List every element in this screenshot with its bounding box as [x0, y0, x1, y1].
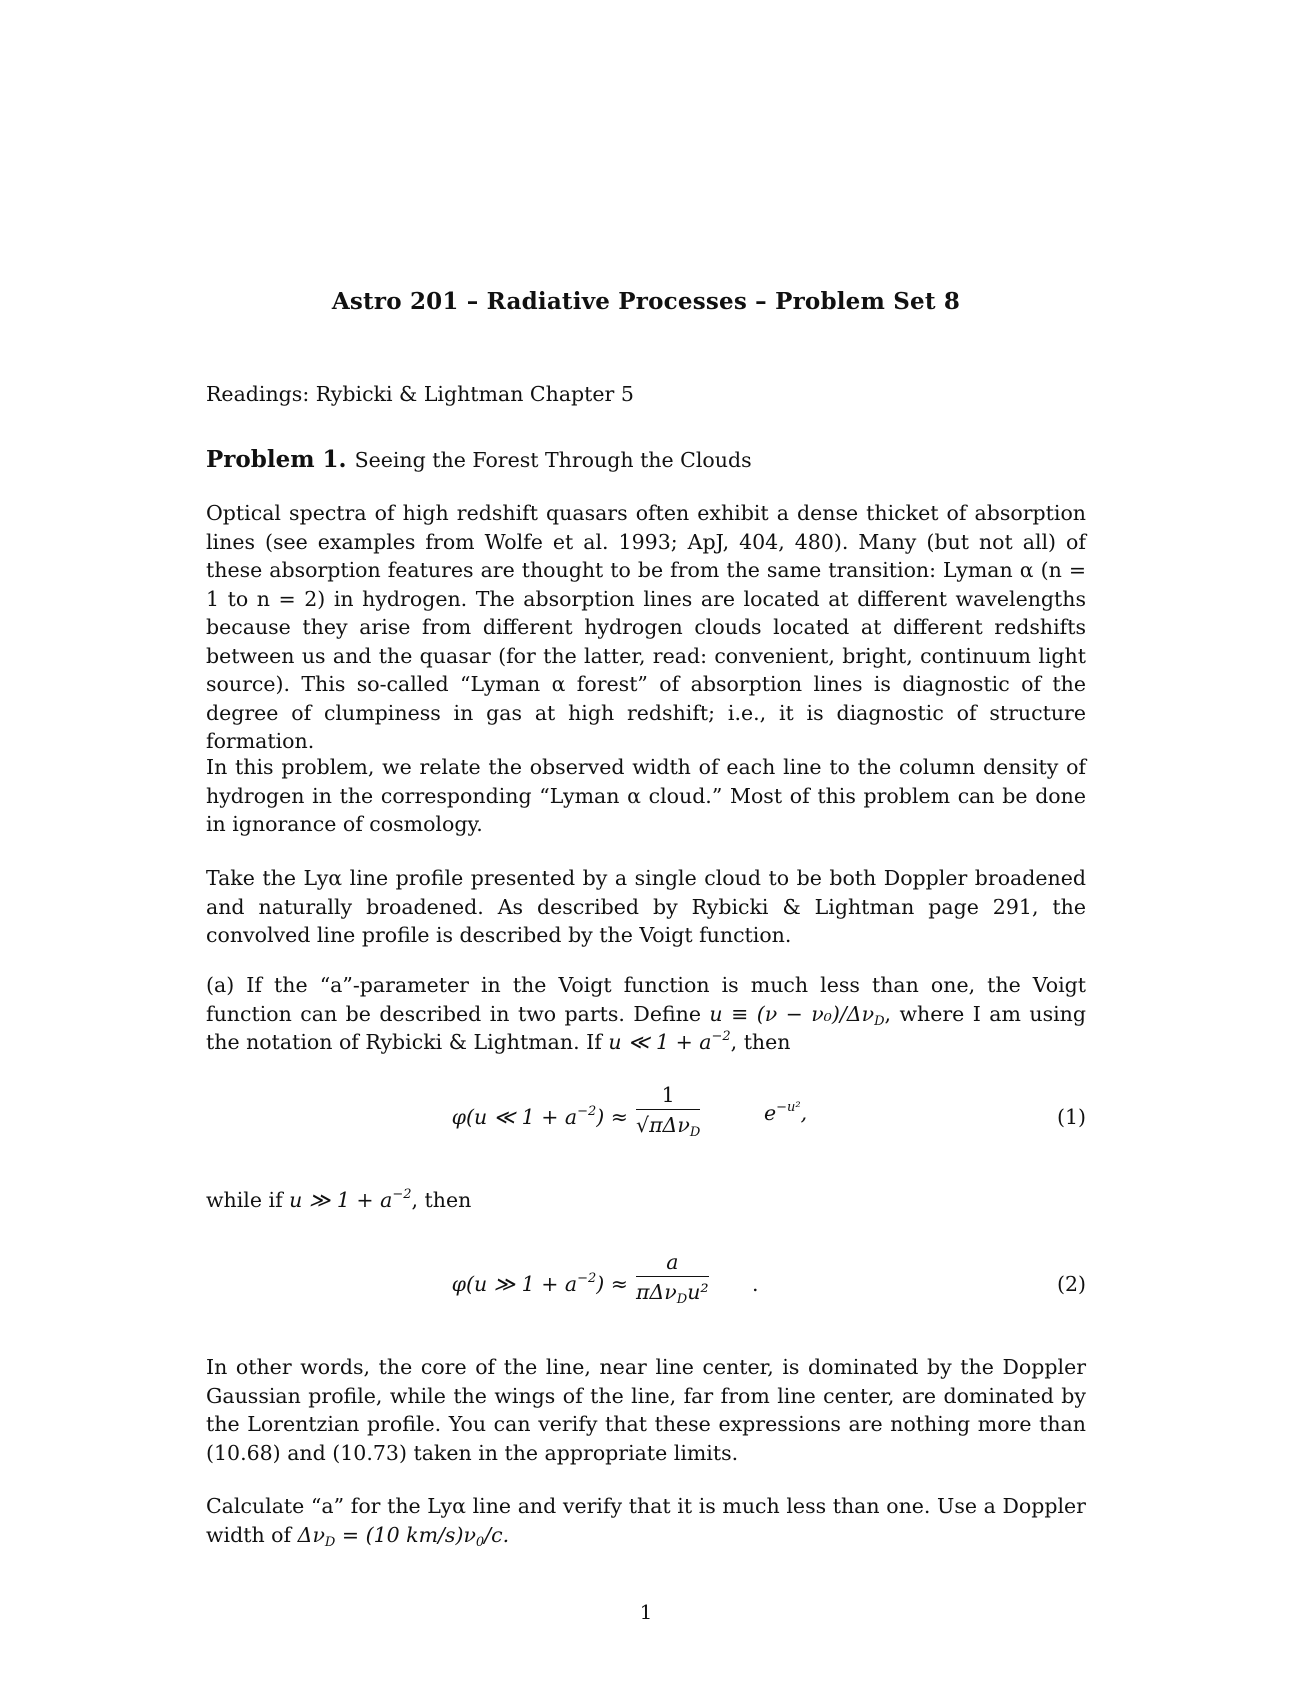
part-a-text-2: , where I am using the notation of Rybicki & Lightman. If [206, 1001, 1086, 1054]
equation-2-punct: . [752, 1272, 759, 1296]
doppler-width-expression: $\Delta\nu_D = (10$ $km/s)\nu_0/c$. [297, 1522, 510, 1550]
paragraph-column-density: In this problem, we relate the observed width of each line to the column density of hydrogen in the corresponding “Lyman α cloud.” Most of this problem can be done in ignorance of cosmology. [206, 755, 1086, 836]
paragraph-part-a [206, 971, 1086, 1057]
problem-number: Problem 1. [206, 446, 347, 473]
part-a-text-1: (a) If the “a”-parameter in the Voigt function is much less than one, the Voigt function can be described in two parts. Define [206, 973, 1086, 1026]
part-a-condition: u ≪ $1 + a^{-2}$ [608, 1029, 731, 1054]
document-page [206, 0, 1086, 1692]
equation-2-fraction [636, 1250, 709, 1307]
page-title: Astro 201 – Radiative Processes – Problem Set 8 [331, 288, 961, 315]
equation-2-numerator: a [636, 1250, 709, 1277]
equation-1 [206, 1083, 1086, 1153]
equation-1-denominator: √πΔν$_D$ [636, 1113, 701, 1140]
equation-2-lhs: φ(u ≫ $1 + a^{-2}$) ≈ [451, 1271, 628, 1296]
page-number: 1 [639, 1600, 653, 1624]
problem-heading [206, 446, 752, 473]
paragraph-intro: Optical spectra of high redshift quasars often exhibit a dense thicket of absorption lines (see examples from Wolfe et al. 1993; ApJ, 404, 480). Many (but not all) of these absorption features are thought to be from the same transition: Lyman α (n = 1 to n = 2) in hydrogen. The absorption lines are located at different wavelengths because they arise from different hydrogen clouds located at different redshifts between us and the quasar (for the latter, read: convenient, bright, continuum light source). This so-called “Lyman α forest” of absorption lines is diagnostic of the degree of clumpiness in gas at high redshift; i.e., it is diagnostic of structure formation. [206, 501, 1086, 753]
equation-2-denominator: πΔν$_D$u² [636, 1280, 709, 1307]
paragraph-core-wings: In other words, the core of the line, near line center, is dominated by the Doppler Gaussian profile, while the wings of the line, far from line center, are dominated by the Lorentzian profile. You can verify that these expressions are nothing more than (10.68) and (10.73) taken in the appropriate limits. [206, 1355, 1086, 1465]
equation-1-lhs: φ(u ≪ $1 + a^{-2}$) ≈ [451, 1104, 628, 1129]
part-a-text-3: , then [730, 1030, 791, 1054]
paragraph-voigt: Take the Lyα line profile presented by a single cloud to be both Doppler broadened and naturally broadened. As described by Rybicki & Lightman page 291, the convolved line profile is described by the Voigt function. [206, 866, 1086, 947]
equation-2 [206, 1250, 1086, 1320]
wings-condition: u ≫ $1 + a^{-2}$ [289, 1187, 412, 1212]
equation-1-exponential: $e^{-u^2}$, [764, 1100, 808, 1125]
paragraph-calculate-a: Calculate “a” for the Lyα line and verify that it is much less than one. Use a Doppler width of $\Delta\nu_D = (10$ $km/s)\nu_0/c$. [206, 1494, 1086, 1550]
paragraph-wings-condition: while if u ≫ $1 + a^{-2}$, then [206, 1187, 472, 1212]
equation-2-number: (2) [1056, 1272, 1086, 1296]
equation-1-numerator: 1 [636, 1083, 700, 1110]
equation-1-number: (1) [1056, 1105, 1086, 1129]
problem-subtitle: Seeing the Forest Through the Clouds [354, 448, 752, 472]
part-a-definition: $u \equiv (\nu - \nu_0)/\Delta\nu_D$ [709, 1001, 885, 1029]
readings-line: Readings: Rybicki & Lightman Chapter 5 [206, 382, 634, 406]
equation-1-fraction [636, 1083, 701, 1140]
